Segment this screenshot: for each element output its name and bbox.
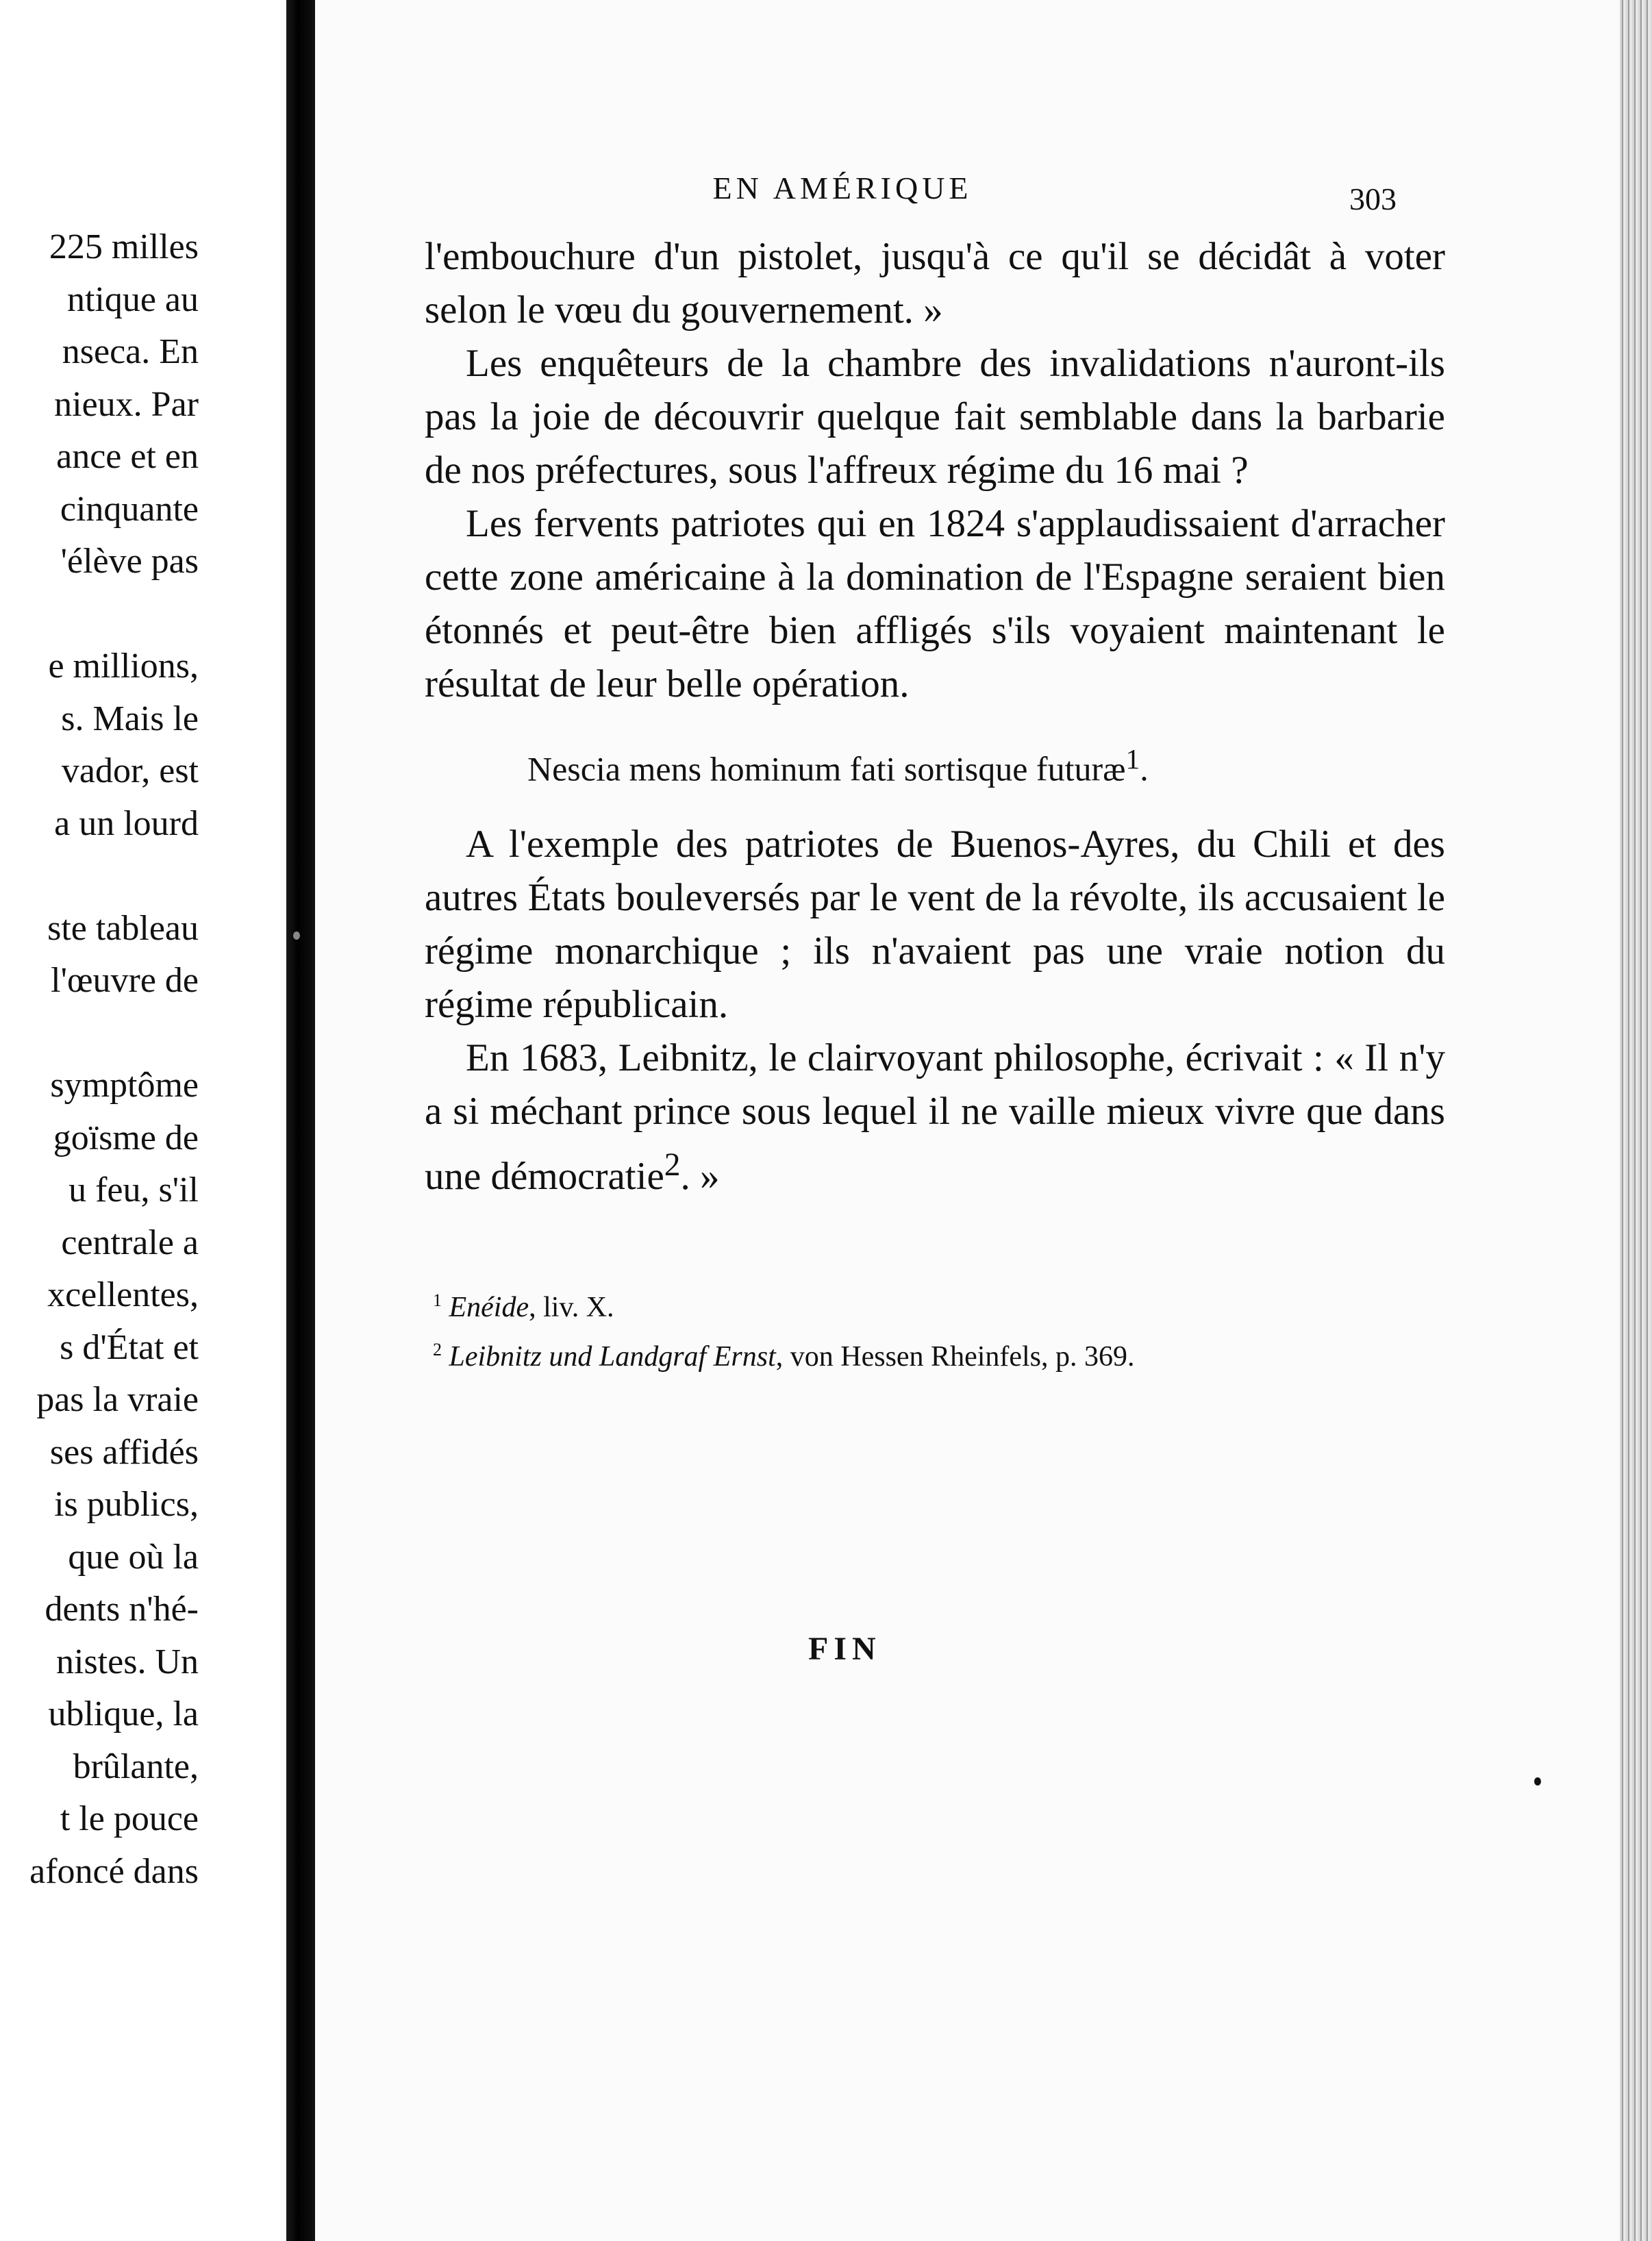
footnote-ref-2: 2	[664, 1147, 681, 1183]
left-page-line: pas la vraie	[36, 1380, 199, 1419]
left-page-line: que où la	[68, 1537, 199, 1577]
page-number: 303	[1349, 181, 1397, 216]
left-page-line: s d'État et	[60, 1327, 199, 1367]
left-page-line: cinquante	[60, 489, 199, 529]
ink-speck	[1534, 1777, 1541, 1786]
left-page-line: dents n'hé-	[45, 1590, 199, 1629]
left-page-line: vador, est	[61, 751, 199, 790]
left-page-line: goïsme de	[53, 1118, 199, 1157]
left-page-line: symptôme	[50, 1066, 199, 1105]
left-page-line: a un lourd	[54, 803, 199, 843]
paragraph-leibnitz	[425, 1031, 1445, 1203]
footnote-detail: , liv. X.	[529, 1292, 614, 1323]
leibnitz-end: . »	[680, 1154, 720, 1198]
footnote-title: Enéide	[449, 1292, 529, 1323]
footnote-mark: 2	[433, 1340, 442, 1360]
book-gutter	[286, 0, 315, 2241]
end-mark: FIN	[808, 1631, 881, 1667]
footnote-ref-1: 1	[1125, 744, 1140, 775]
left-page-line: u feu, s'il	[68, 1170, 199, 1210]
previous-page	[0, 0, 286, 2241]
left-page-line: 'élève pas	[60, 542, 199, 581]
left-page-line: ance et en	[56, 437, 199, 476]
left-page-line: brûlante,	[73, 1747, 199, 1786]
left-page-line: afoncé dans	[29, 1851, 199, 1891]
footnote-mark: 1	[433, 1290, 442, 1310]
verse-text: Nescia mens hominum fati sortisque futuræ	[527, 749, 1126, 788]
left-page-line: t le pouce	[60, 1799, 199, 1838]
paragraph-enqueteurs: Les enquêteurs de la chambre des invalidations n'auront-ils pas la joie de découvrir quelque fait semblable dans la barbarie de nos préfectures, sous l'affreux régime du 16 mai ?	[425, 342, 1445, 492]
left-page-line: ses affidés	[49, 1432, 199, 1472]
footnote-detail: , von Hessen Rheinfels, p. 369.	[775, 1341, 1135, 1373]
paragraph-fervents: Les fervents patriotes qui en 1824 s'applaudissaient d'arracher cette zone américaine à la domination de l'Espagne seraient bien étonnés et peut-être bien affligés s'ils voyaient maintenant le résultat de leur belle opération.	[425, 502, 1445, 705]
left-page-line: s. Mais le	[61, 699, 199, 738]
paragraph-exemple: A l'exemple des patriotes de Buenos-Ayres, du Chili et des autres États bouleversés par le vent de la révolte, ils accusaient le régime monarchique ; ils n'avaient pas une vraie notion du régime républicain.	[425, 822, 1445, 1026]
left-page-line: 225 milles	[49, 227, 199, 266]
left-page-line: e millions,	[48, 647, 199, 686]
footnote-2	[433, 1329, 1433, 1378]
left-page-line: is publics,	[54, 1485, 199, 1524]
page-edge	[1620, 0, 1652, 2241]
footnote-title: Leibnitz und Landgraf Ernst	[449, 1341, 776, 1373]
footnote-1	[433, 1279, 1433, 1329]
left-page-line: nseca. En	[62, 332, 199, 371]
left-page-line: l'œuvre de	[51, 961, 199, 1000]
left-page-line: nistes. Un	[56, 1642, 199, 1681]
latin-verse: Nescia mens hominum fati sortisque futuræ$^1$.	[527, 744, 1149, 788]
left-page-line: ste tableau	[47, 908, 199, 948]
body-text	[425, 230, 1445, 1203]
paragraph-continuation: l'embouchure d'un pistolet, jusqu'à ce qu'il se décidât à voter selon le vœu du gouvernement. »	[425, 235, 1445, 331]
left-page-line: centrale a	[61, 1223, 199, 1262]
left-page-line: ublique, la	[48, 1694, 199, 1733]
leibnitz-text: En 1683, Leibnitz, le clairvoyant philosophe, écrivait : « Il n'y a si méchant prince sous lequel il ne vaille mieux vivre que dans une démocratie	[425, 1036, 1445, 1198]
left-page-line: ntique au	[66, 279, 199, 319]
ink-speck	[293, 931, 300, 940]
left-page-line: xcellentes,	[47, 1275, 199, 1314]
footnotes	[433, 1279, 1433, 1378]
running-head: EN AMÉRIQUE	[712, 171, 973, 205]
left-page-line: nieux. Par	[54, 384, 199, 424]
